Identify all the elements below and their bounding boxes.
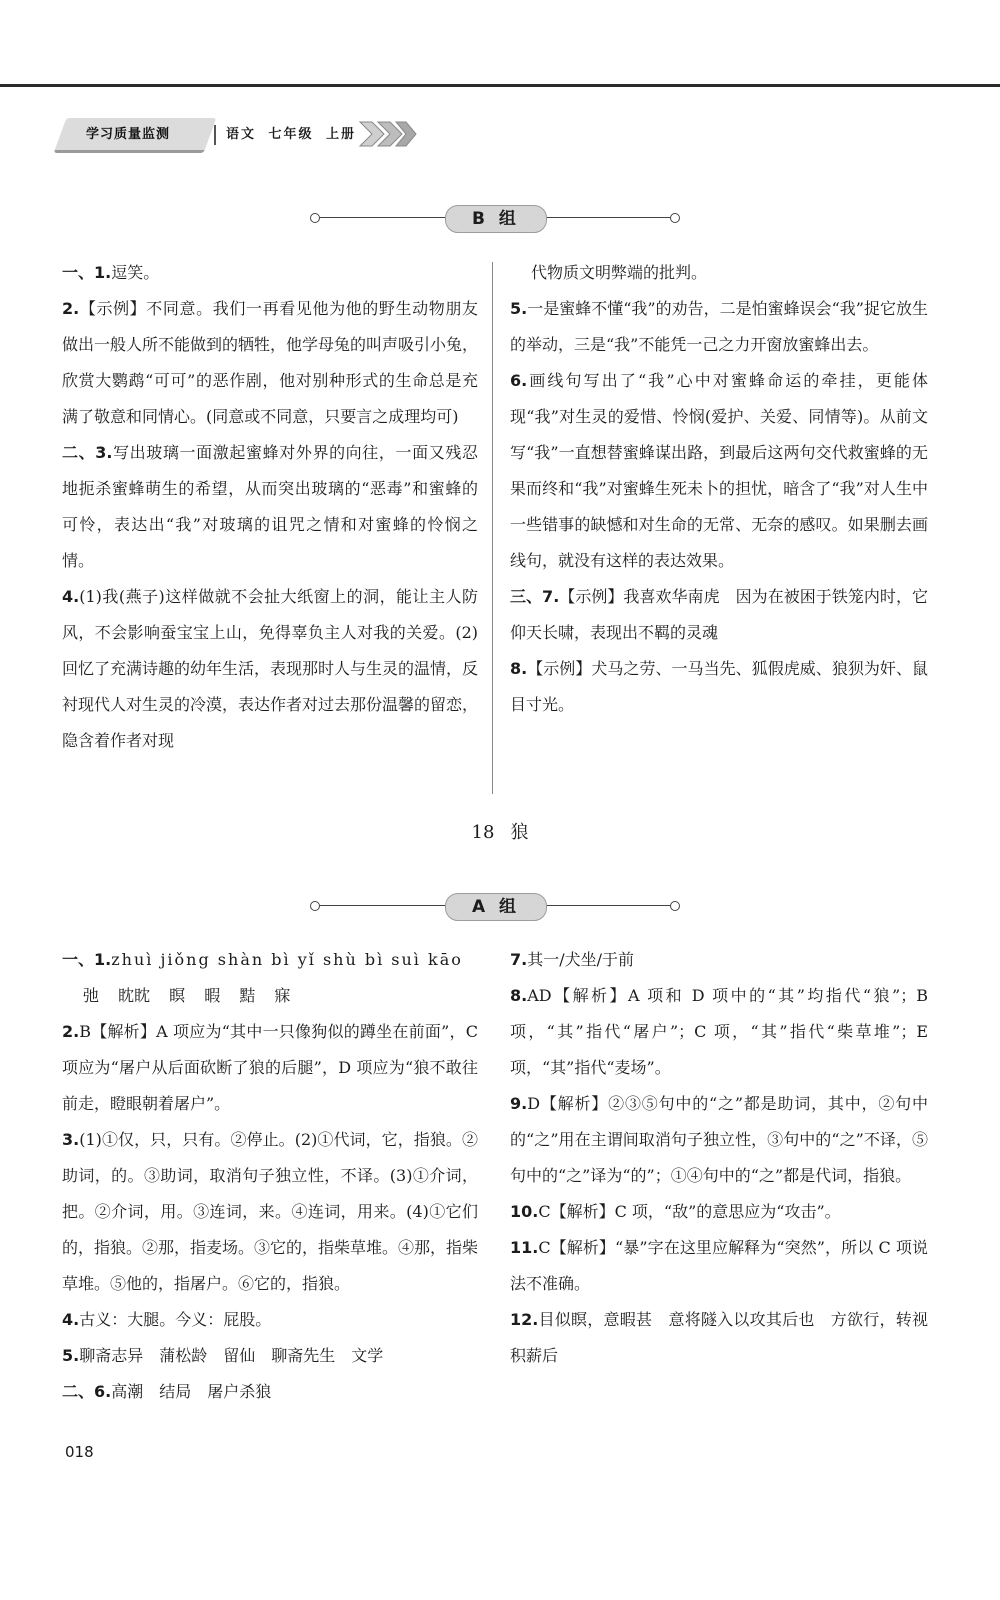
answer-item bbox=[62, 978, 478, 1014]
answer-item: 5.聊斋志异 蒲松龄 留仙 聊斋先生 文学 bbox=[62, 1346, 384, 1365]
book-subject: 语文 七年级 上册 bbox=[226, 127, 357, 142]
answer-item: 4.(1)我(燕子)这样做就不会扯大纸窗上的洞，能让主人防风，不会影响蚕宝宝上山，免得辜负主人对我的关爱。(2)回忆了充满诗趣的幼年生活，表现那时人与生灵的温情，反衬现代人对生灵的冷漠，表达作者对过去那份温馨的留恋，隐含着作者对现 bbox=[62, 587, 479, 750]
answer-item: 2.【示例】不同意。我们一再看见他为他的野生动物朋友做出一般人所不能做到的牺牲，他学母兔的叫声吸引小兔，欣赏大鹦鹉“可可”的恶作剧，他对别种形式的生命总是充满了敬意和同情心。(同意或不同意，只要言之成理均可) bbox=[62, 299, 479, 426]
column-divider bbox=[492, 262, 493, 794]
answer-item: 8.AD【解析】A 项和 D 项中的“其”均指代“狼”；B 项，“其”指代“屠户”；C 项，“其”指代“柴草堆”；E 项，“其”指代“麦场”。 bbox=[510, 986, 928, 1077]
answer-item: 11.C【解析】“暴”字在这里应解释为“突然”，所以 C 项说法不准确。 bbox=[510, 1238, 928, 1293]
character-row: 弛 眈眈 瞑 暇 黠 寐 bbox=[83, 986, 291, 1005]
section-a-label: A 组 bbox=[445, 893, 547, 921]
section-b-banner bbox=[310, 205, 680, 231]
page-header bbox=[60, 118, 420, 154]
lesson-title: 狼 bbox=[510, 822, 529, 843]
page-number: 018 bbox=[65, 1443, 94, 1461]
header-separator bbox=[214, 125, 216, 145]
answer-item: 4.古义：大腿。今义：屁股。 bbox=[62, 1310, 272, 1329]
answer-item: 6.画线句写出了“我”心中对蜜蜂命运的牵挂，更能体现“我”对生灵的爱惜、怜悯(爱护、关爱、同情等)。从前文写“我”一直想替蜜蜂谋出路，到最后这两句交代救蜜蜂的无果而终和“我”对蜜蜂生死未卜的担忧，暗含了“我”对人生中一些错事的缺憾和对生命的无常、无奈的感叹。如果删去画线句，就没有这样的表达效果。 bbox=[510, 371, 928, 570]
section-b-left-column bbox=[62, 255, 478, 759]
answer-item: 二、6.高潮 结局 屠户杀狼 bbox=[62, 1382, 272, 1401]
answer-item: 2.B【解析】A 项应为“其中一只像狗似的蹲坐在前面”，C 项应为“屠户从后面砍断了狼的后腿”，D 项应为“狼不敢往前走，瞪眼朝着屠户”。 bbox=[62, 1022, 478, 1113]
pinyin-row: zhuì jiǒng shàn bì yǐ shù bì suì kāo bbox=[111, 950, 463, 969]
answer-item: 一、1.逗笑。 bbox=[62, 263, 160, 282]
book-title: 学习质量监测 bbox=[86, 127, 171, 142]
answer-item: 12.目似瞑，意暇甚 意将隧入以攻其后也 方欲行，转视积薪后 bbox=[510, 1310, 928, 1365]
section-b-label: B 组 bbox=[445, 205, 547, 233]
lesson-number: 18 bbox=[471, 822, 495, 843]
answer-item: 代物质文明弊端的批判。 bbox=[531, 263, 708, 282]
answer-item: 一、1.zhuì jiǒng shàn bì yǐ shù bì suì kāo bbox=[62, 950, 463, 969]
answer-item: 10.C【解析】C 项，“敌”的意思应为“攻击”。 bbox=[510, 1202, 841, 1221]
section-a-left-column bbox=[62, 942, 478, 1410]
answer-item: 7.其一/犬坐/于前 bbox=[510, 950, 635, 969]
section-b-right-column bbox=[510, 255, 928, 723]
top-rule bbox=[0, 84, 1000, 87]
answer-item: 二、3.写出玻璃一面激起蜜蜂对外界的向往，一面又残忍地扼杀蜜蜂萌生的希望，从而突出玻璃的“恶毒”和蜜蜂的可怜，表达出“我”对玻璃的诅咒之情和对蜜蜂的怜悯之情。 bbox=[62, 443, 478, 570]
lesson-heading bbox=[0, 818, 1000, 844]
answer-item: 9.D【解析】②③⑤句中的“之”都是助词，其中，②句中的“之”用在主谓间取消句子独立性，③句中的“之”不译，⑤句中的“之”译为“的”；①④句中的“之”都是代词，指狼。 bbox=[510, 1094, 928, 1185]
section-a-banner bbox=[310, 893, 680, 919]
answer-item: 5.一是蜜蜂不懂“我”的劝告，二是怕蜜蜂误会“我”捉它放生的举动，三是“我”不能凭一己之力开窗放蜜蜂出去。 bbox=[510, 299, 928, 354]
answer-item: 三、7.【示例】我喜欢华南虎 因为在被困于铁笼内时，它仰天长啸，表现出不羁的灵魂 bbox=[510, 587, 928, 642]
answer-item: 8.【示例】犬马之劳、一马当先、狐假虎威、狼狈为奸、鼠目寸光。 bbox=[510, 659, 928, 714]
section-a-right-column bbox=[510, 942, 928, 1374]
chevron-arrows-icon bbox=[358, 118, 418, 150]
answer-item: 3.(1)①仅，只，只有。②停止。(2)①代词，它，指狼。②助词，的。③助词，取消句子独立性，不译。(3)①介词，把。②介词，用。③连词，来。④连词，用来。(4)①它们的，指狼。②那，指麦场。③它的，指柴草堆。④那，指柴草堆。⑤他的，指屠户。⑥它的，指狼。 bbox=[62, 1130, 479, 1293]
